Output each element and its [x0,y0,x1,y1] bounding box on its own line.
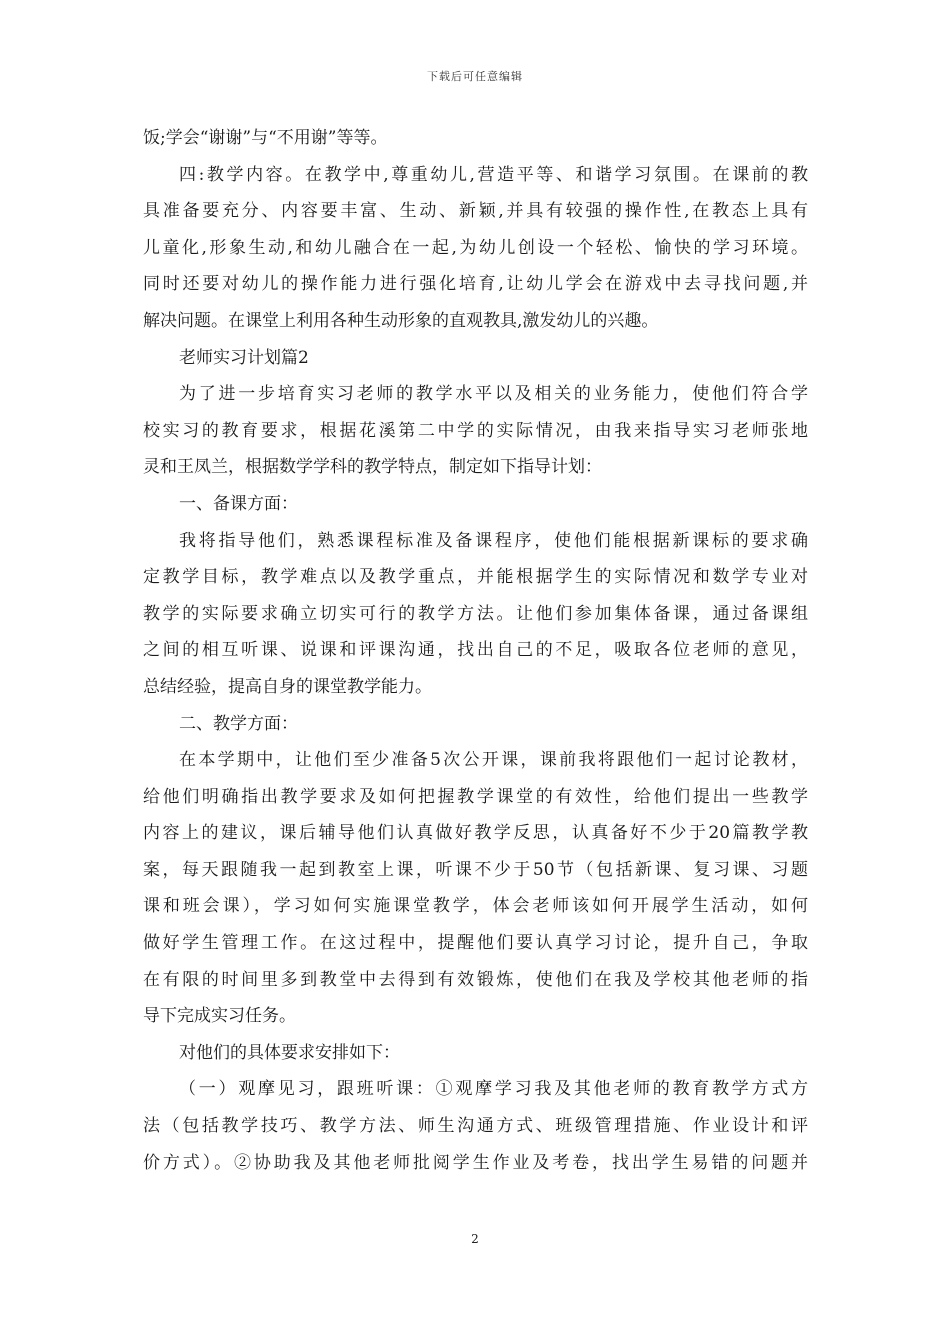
paragraph-line: 教学的实际要求确立切实可行的教学方法。让他们参加集体备课，通过备课组 [143,603,808,624]
body-text [143,120,808,1181]
paragraph-line: 在有限的时间里多到教堂中去得到有效锻炼，使他们在我及学校其他老师的指 [143,969,808,990]
paragraph-line: 灵和王凤兰，根据数学学科的教学特点，制定如下指导计划： [143,457,602,478]
paragraph-line: 定教学目标，教学难点以及教学重点，并能根据学生的实际情况和数学专业对 [143,567,808,588]
paragraph-line: 校实习的教育要求，根据花溪第二中学的实际情况，由我来指导实习老师张地 [143,420,808,441]
section-heading: 一、备课方面： [179,493,298,514]
paragraph-line: 四:教学内容。在教学中,尊重幼儿,营造平等、和谐学习氛围。在课前的教 [179,164,808,185]
page-number: 2 [471,1232,479,1246]
paragraph-line: 具准备要充分、内容要丰富、生动、新颖,并具有较强的操作性,在教态上具有 [143,201,808,222]
paragraph-line: 饭;学会“谢谢”与“不用谢”等等。 [143,128,388,148]
paragraph-line: 之间的相互听课、说课和评课沟通，找出自己的不足，吸取各位老师的意见， [143,640,808,661]
paragraph-line: 儿童化,形象生动,和幼儿融合在一起,为幼儿创设一个轻松、愉快的学习环境。 [143,237,808,258]
section-heading: 老师实习计划篇2 [179,347,309,368]
paragraph-line: 为了进一步培育实习老师的教学水平以及相关的业务能力，使他们符合学 [179,384,808,405]
paragraph-line: 我将指导他们，熟悉课程标准及备课程序，使他们能根据新课标的要求确 [179,530,808,551]
paragraph-line: 对他们的具体要求安排如下： [179,1042,400,1063]
paragraph-line: 内容上的建议，课后辅导他们认真做好教学反思，认真备好不少于20篇教学教 [143,823,808,844]
paragraph-line: 法（包括教学技巧、教学方法、师生沟通方式、班级管理措施、作业设计和评 [143,1116,808,1137]
paragraph-line: 解决问题。在课堂上利用各种生动形象的直观教具,激发幼儿的兴趣。 [143,310,659,331]
paragraph-line: 案，每天跟随我一起到教室上课，听课不少于50节（包括新课、复习课、习题 [143,859,808,880]
section-heading: 二、教学方面： [179,713,298,734]
paragraph-line: 同时还要对幼儿的操作能力进行强化培育,让幼儿学会在游戏中去寻找问题,并 [143,274,808,295]
paragraph-line: 导下完成实习任务。 [143,1006,296,1027]
header-note: 下载后可任意编辑 [427,70,523,83]
paragraph-line: （一）观摩见习，跟班听课：①观摩学习我及其他老师的教育教学方式方 [179,1079,808,1100]
paragraph-line: 给他们明确指出教学要求及如何把握教学课堂的有效性，给他们提出一些教学 [143,786,808,807]
paragraph-line: 在本学期中，让他们至少准备5次公开课，课前我将跟他们一起讨论教材， [179,750,808,771]
paragraph-line: 价方式）。②协助我及其他老师批阅学生作业及考卷，找出学生易错的问题并 [143,1152,808,1173]
paragraph-line: 做好学生管理工作。在这过程中，提醒他们要认真学习讨论，提升自己，争取 [143,933,808,954]
paragraph-line: 总结经验，提高自身的课堂教学能力。 [143,676,432,697]
paragraph-line: 课和班会课），学习如何实施课堂教学，体会老师该如何开展学生活动，如何 [143,896,808,917]
